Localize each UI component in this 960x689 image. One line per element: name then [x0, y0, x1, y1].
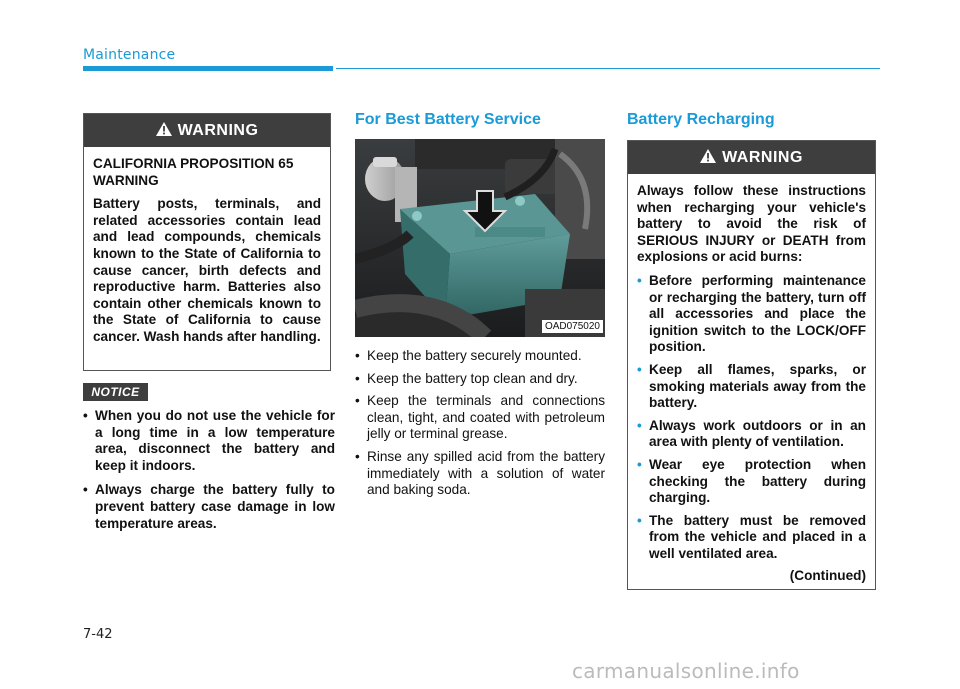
bullet-icon: • [355, 348, 360, 363]
battery-photo [355, 139, 605, 337]
bullet-icon: • [355, 393, 360, 409]
page-number: 7-42 [83, 627, 113, 642]
notice-badge: NOTICE [83, 383, 148, 401]
list-item: • Before performing maintenance or recharging the battery, turn off all accessories and place the ignition switch to the LOCK/OFF position. [637, 272, 866, 355]
warning-triangle-icon [156, 122, 172, 136]
list-item: • The battery must be removed from the vehicle and placed in a well ventilated area. [637, 512, 866, 561]
list-item: • Keep all flames, sparks, or smoking materials away from the battery. [637, 361, 866, 411]
section-title: Maintenance [83, 47, 176, 63]
watermark: carmanualsonline.info [572, 659, 800, 683]
best-service-list [355, 348, 605, 505]
header-rule-thin [336, 68, 880, 69]
bullet-icon: • [637, 417, 642, 433]
bullet-icon: • [637, 272, 642, 288]
best-service-heading: For Best Battery Service [355, 111, 541, 128]
battery-illustration [355, 139, 605, 337]
continued-label: (Continued) [789, 568, 866, 584]
warning-title: WARNING [722, 149, 803, 166]
list-item: • Wear eye protection when checking the battery during charging. [637, 456, 866, 506]
recharging-heading: Battery Recharging [627, 111, 775, 128]
warning-triangle-icon [700, 149, 716, 163]
california-warning-box [83, 113, 331, 371]
list-item: • Keep the terminals and connections clean, tight, and coated with petroleum jelly or terminal grease. [355, 393, 605, 442]
bullet-icon: • [83, 408, 88, 423]
warning-text: Battery posts, terminals, and related accessories contain lead and lead compounds, chemicals known to the State of California to cause cancer, birth defects and reproductive harm. Batteries also contain other chemicals known to the State of California to cause cancer. Wash hands after handling. [93, 196, 321, 344]
image-code: OAD075020 [542, 320, 603, 333]
bullet-icon: • [637, 361, 642, 377]
list-item: • Keep the battery top clean and dry. [355, 370, 578, 386]
bullet-icon: • [637, 512, 642, 528]
list-item: • Rinse any spilled acid from the battery immediately with a solution of water and baking soda. [355, 448, 605, 498]
bullet-icon: • [355, 370, 360, 386]
bullet-icon: • [83, 482, 88, 498]
warning-header [628, 141, 875, 174]
recharging-list [637, 273, 866, 563]
list-item: • Keep the battery securely mounted. [355, 348, 582, 363]
notice-list [83, 408, 335, 540]
list-item: • Always charge the battery fully to prevent battery case damage in low temperature areas. [83, 482, 335, 531]
warning-title: WARNING [177, 122, 259, 139]
recharging-warning-box [627, 140, 876, 590]
bullet-icon: • [637, 456, 642, 472]
list-item: • When you do not use the vehicle for a long time in a low temperature area, disconnect the battery and keep it indoors. [83, 408, 335, 473]
warning-header [84, 114, 330, 147]
header-rule-thick [83, 66, 333, 71]
bullet-icon: • [355, 448, 360, 464]
list-item: • Always work outdoors or in an area with plenty of ventilation. [637, 417, 866, 450]
warning-intro: Always follow these instructions when recharging your vehicle's battery to avoid the risk of SERIOUS INJURY or DEATH from explosions or acid burns: [637, 183, 866, 265]
warning-heading: CALIFORNIA PROPOSITION 65 WARNING [93, 156, 294, 188]
